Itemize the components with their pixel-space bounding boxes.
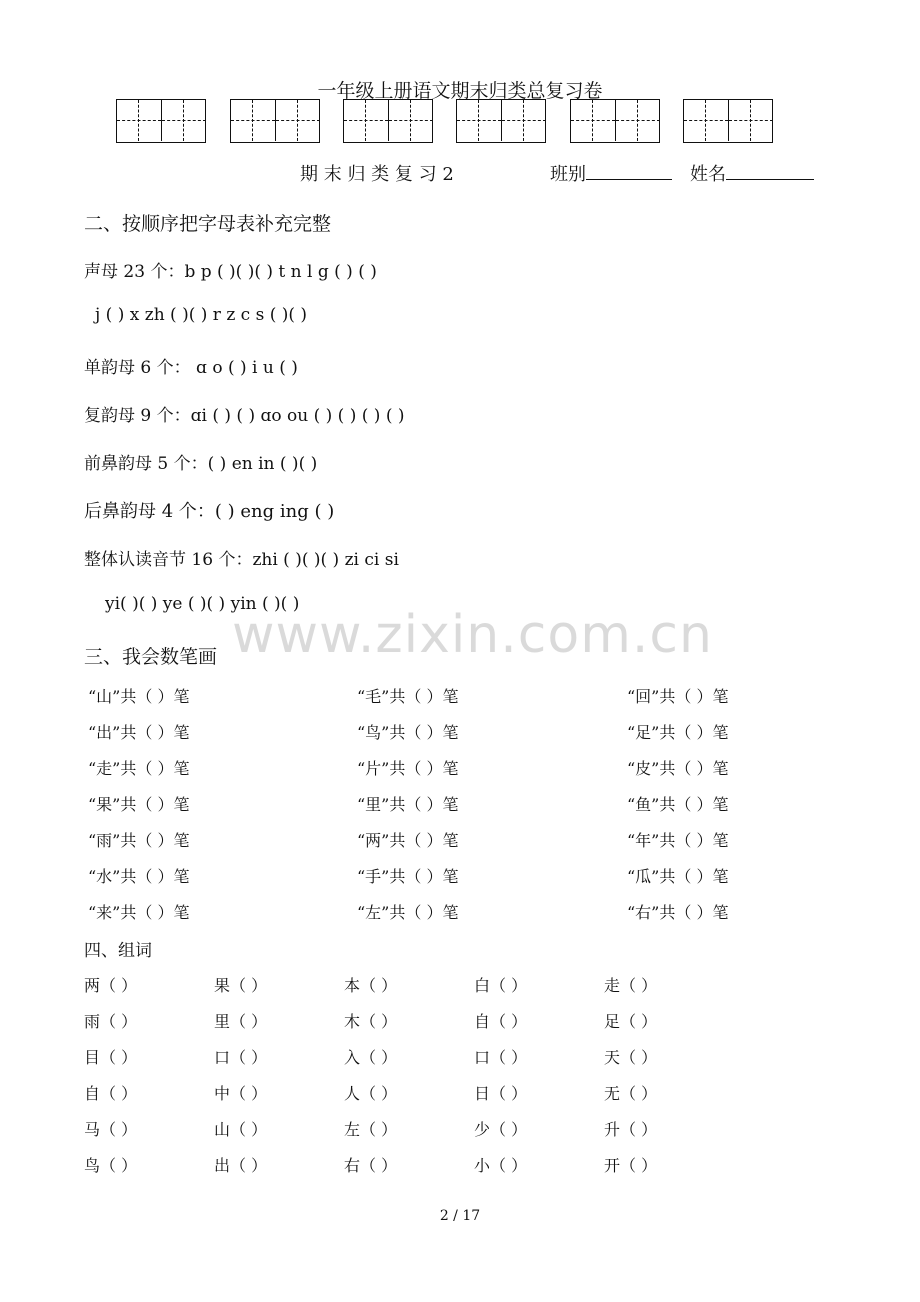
word-item: 口（ ） (474, 1048, 528, 1067)
word-item: 无（ ） (604, 1084, 658, 1103)
stroke-item: “毛”共（ ）笔 (357, 687, 459, 706)
stroke-item: “左”共（ ）笔 (357, 903, 459, 922)
pinyin-line: j ( ) x zh ( )( ) r z c s ( )( ) (95, 305, 308, 325)
pinyin-line: 后鼻韵母 4 个：( ) eng ing ( ) (84, 501, 335, 522)
word-item: 开（ ） (604, 1156, 658, 1175)
stroke-item: “两”共（ ）笔 (357, 831, 459, 850)
stroke-item: “足”共（ ）笔 (627, 723, 729, 742)
word-item: 中（ ） (214, 1084, 268, 1103)
word-item: 目（ ） (84, 1048, 138, 1067)
stroke-item: “走”共（ ）笔 (88, 759, 190, 778)
word-item: 山（ ） (214, 1120, 268, 1139)
stroke-item: “片”共（ ）笔 (357, 759, 459, 778)
stroke-item: “来”共（ ）笔 (88, 903, 190, 922)
class-field (550, 160, 672, 186)
stroke-item: “右”共（ ）笔 (627, 903, 729, 922)
word-item: 雨（ ） (84, 1012, 138, 1031)
stroke-item: “水”共（ ）笔 (88, 867, 190, 886)
word-item: 白（ ） (474, 976, 528, 995)
section-3-heading: 三、我会数笔画 (84, 646, 218, 668)
word-item: 鸟（ ） (84, 1156, 138, 1175)
name-label: 姓名 (690, 164, 726, 185)
writing-grid-pair (456, 99, 546, 143)
word-item: 升（ ） (604, 1120, 658, 1139)
stroke-item: “手”共（ ）笔 (357, 867, 459, 886)
writing-grid-pair (683, 99, 773, 143)
word-item: 小（ ） (474, 1156, 528, 1175)
word-item: 天（ ） (604, 1048, 658, 1067)
name-blank[interactable] (726, 161, 814, 180)
word-item: 自（ ） (474, 1012, 528, 1031)
writing-grid-pair (570, 99, 660, 143)
word-item: 左（ ） (344, 1120, 398, 1139)
pinyin-line: 复韵母 9 个：ɑi ( ) ( ) ɑo ou ( ) ( ) ( ) ( ) (84, 406, 405, 426)
word-item: 右（ ） (344, 1156, 398, 1175)
watermark: www.zixin.com.cn (232, 605, 713, 665)
word-item: 两（ ） (84, 976, 138, 995)
subtitle-text: 期 末 归 类 复 习 2 (300, 164, 454, 185)
stroke-item: “皮”共（ ）笔 (627, 759, 729, 778)
word-item: 人（ ） (344, 1084, 398, 1103)
pinyin-line: 声母 23 个：b p ( )( )( ) t n l g ( ) ( ) (84, 262, 377, 282)
word-item: 马（ ） (84, 1120, 138, 1139)
word-item: 出（ ） (214, 1156, 268, 1175)
pinyin-line: 单韵母 6 个： ɑ o ( ) i u ( ) (84, 358, 298, 378)
writing-grid-pair (343, 99, 433, 143)
section-4-heading: 四、组词 (84, 941, 152, 961)
word-item: 日（ ） (474, 1084, 528, 1103)
stroke-item: “雨”共（ ）笔 (88, 831, 190, 850)
stroke-item: “瓜”共（ ）笔 (627, 867, 729, 886)
stroke-item: “鱼”共（ ）笔 (627, 795, 729, 814)
class-blank[interactable] (586, 161, 672, 180)
word-item: 走（ ） (604, 976, 658, 995)
word-item: 木（ ） (344, 1012, 398, 1031)
class-label: 班别 (550, 164, 586, 185)
word-item: 入（ ） (344, 1048, 398, 1067)
stroke-item: “出”共（ ）笔 (88, 723, 190, 742)
stroke-item: “果”共（ ）笔 (88, 795, 190, 814)
document-title: 一年级上册语文期末归类总复习卷 (317, 80, 603, 102)
word-item: 本（ ） (344, 976, 398, 995)
word-item: 自（ ） (84, 1084, 138, 1103)
stroke-item: “回”共（ ）笔 (627, 687, 729, 706)
stroke-item: “里”共（ ）笔 (357, 795, 459, 814)
page-number: 2 / 17 (439, 1208, 481, 1224)
word-item: 少（ ） (474, 1120, 528, 1139)
word-item: 足（ ） (604, 1012, 658, 1031)
writing-grid-pair (230, 99, 320, 143)
word-item: 里（ ） (214, 1012, 268, 1031)
pinyin-line: 整体认读音节 16 个：zhi ( )( )( ) zi ci si (84, 550, 399, 570)
name-field (690, 160, 814, 186)
stroke-item: “鸟”共（ ）笔 (357, 723, 459, 742)
word-item: 口（ ） (214, 1048, 268, 1067)
word-item: 果（ ） (214, 976, 268, 995)
pinyin-line: 前鼻韵母 5 个：( ) en in ( )( ) (84, 454, 318, 474)
writing-grid-pair (116, 99, 206, 143)
section-2-heading: 二、按顺序把字母表补充完整 (84, 213, 332, 235)
stroke-item: “山”共（ ）笔 (88, 687, 190, 706)
pinyin-line: yi( )( ) ye ( )( ) yin ( )( ) (105, 594, 300, 614)
stroke-item: “年”共（ ）笔 (627, 831, 729, 850)
